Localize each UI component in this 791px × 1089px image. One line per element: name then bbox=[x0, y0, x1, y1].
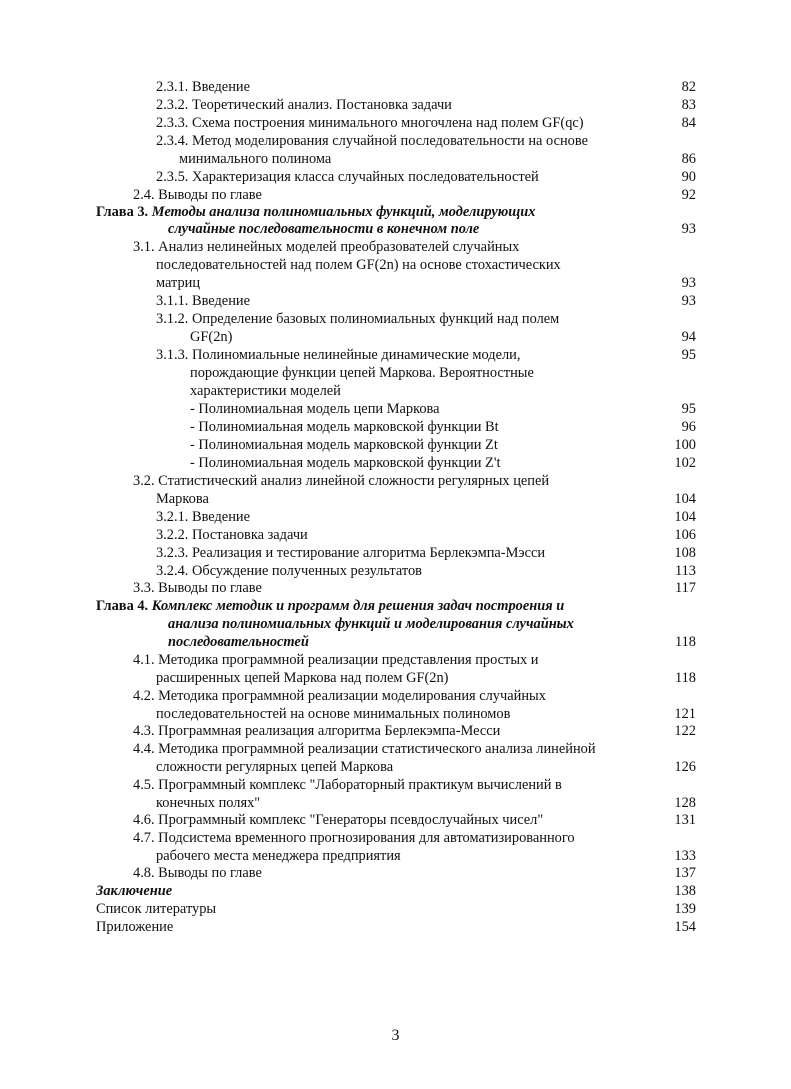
toc-entry-text: конечных полях" bbox=[156, 795, 261, 811]
toc-entry-text: расширенных цепей Маркова над полем GF(2n) bbox=[156, 670, 449, 686]
toc-page-number: 83 bbox=[681, 97, 696, 113]
toc-page-number: 128 bbox=[674, 795, 696, 811]
toc-page-number: 131 bbox=[674, 812, 696, 828]
chapter-title-continued: случайные последовательности в конечном поле bbox=[168, 221, 480, 237]
chapter-prefix: Глава 4. bbox=[96, 598, 152, 614]
chapter-prefix: Глава 3. bbox=[96, 204, 152, 220]
chapter-title-continued: последовательностей bbox=[168, 634, 309, 650]
toc-page-number: 122 bbox=[674, 723, 696, 739]
toc-page-number: 92 bbox=[681, 187, 696, 203]
toc-entry-text: 2.3.2. Теоретический анализ. Постановка задачи bbox=[156, 97, 452, 113]
toc-page-number: 86 bbox=[681, 151, 696, 167]
toc-page-number: 84 bbox=[681, 115, 696, 131]
toc-entry-text: Маркова bbox=[156, 491, 209, 507]
toc-entry-text: 4.5. Программный комплекс "Лабораторный практикум вычислений в bbox=[133, 777, 562, 793]
toc-entry-text: 4.3. Программная реализация алгоритма Берлекэмпа-Месси bbox=[133, 723, 501, 739]
toc-entry-text: 3.1.1. Введение bbox=[156, 293, 250, 309]
chapter-title: Методы анализа полиномиальных функций, моделирующих bbox=[151, 204, 536, 220]
toc-entry-appendix: Приложение bbox=[96, 919, 174, 935]
toc-page-number: 90 bbox=[681, 169, 696, 185]
toc-entry-text: 3.2.3. Реализация и тестирование алгоритма Берлекэмпа-Мэсси bbox=[156, 545, 546, 561]
toc-entry-text: 4.8. Выводы по главе bbox=[133, 865, 262, 881]
toc-entry-text: 3.2. Статистический анализ линейной сложности регулярных цепей bbox=[133, 473, 550, 489]
toc-page-number: 93 bbox=[681, 293, 696, 309]
toc-page-number: 94 bbox=[681, 329, 696, 345]
toc-entry-text: 4.1. Методика программной реализации представления простых и bbox=[133, 652, 539, 668]
toc-page-number: 137 bbox=[674, 865, 696, 881]
toc-page-number: 113 bbox=[674, 563, 696, 579]
toc-page-number: 154 bbox=[674, 919, 696, 935]
toc-entry-text: сложности регулярных цепей Маркова bbox=[156, 759, 394, 775]
toc-entry-text: 4.2. Методика программной реализации моделирования случайных bbox=[133, 688, 546, 704]
toc-entry-text: 2.3.4. Метод моделирования случайной последовательности на основе bbox=[156, 133, 588, 149]
toc-entry-text: - Полиномиальная модель марковской функции Bt bbox=[190, 419, 499, 435]
toc-page-number: 108 bbox=[674, 545, 696, 561]
toc-entry-text: - Полиномиальная модель марковской функции Zt bbox=[190, 437, 498, 453]
toc-page-number: 95 bbox=[681, 401, 696, 417]
toc-entry-text: 2.3.1. Введение bbox=[156, 79, 250, 95]
toc-page-number: 138 bbox=[674, 883, 696, 899]
toc-entry-text: характеристики моделей bbox=[190, 383, 341, 399]
toc-entry-text: 3.3. Выводы по главе bbox=[133, 580, 262, 596]
toc-entry-text: - Полиномиальная модель марковской функции Z't bbox=[190, 455, 501, 471]
toc-page-number: 117 bbox=[674, 580, 696, 596]
toc-page-number: 126 bbox=[674, 759, 696, 775]
toc-page-number: 139 bbox=[674, 901, 696, 917]
toc-page-number: 118 bbox=[674, 670, 696, 686]
chapter-title-continued: анализа полиномиальных функций и моделирования случайных bbox=[168, 616, 574, 632]
toc-entry-text: GF(2n) bbox=[190, 329, 233, 345]
chapter-heading bbox=[96, 204, 535, 221]
toc-entry-text: 3.1.2. Определение базовых полиномиальных функций над полем bbox=[156, 311, 560, 327]
toc-page-number: 106 bbox=[674, 527, 696, 543]
toc-page-number: 100 bbox=[674, 437, 696, 453]
toc-entry-text: рабочего места менеджера предприятия bbox=[156, 848, 401, 864]
toc-entry-text: 3.2.1. Введение bbox=[156, 509, 250, 525]
toc-page-number: 133 bbox=[674, 848, 696, 864]
toc-entry-text: 3.1.3. Полиномиальные нелинейные динамические модели, bbox=[156, 347, 521, 363]
toc-entry-text: матриц bbox=[156, 275, 201, 291]
page-number: 3 bbox=[391, 1027, 400, 1044]
toc-entry-text: 4.6. Программный комплекс "Генераторы псевдослучайных чисел" bbox=[133, 812, 544, 828]
toc-entry-text: 2.4. Выводы по главе bbox=[133, 187, 262, 203]
toc-entry-text: 2.3.5. Характеризация класса случайных последовательностей bbox=[156, 169, 539, 185]
toc-page-number: 93 bbox=[681, 221, 696, 237]
toc-page-number: 102 bbox=[674, 455, 696, 471]
toc-entry-text: 3.2.4. Обсуждение полученных результатов bbox=[156, 563, 422, 579]
toc-page-number: 104 bbox=[674, 491, 696, 507]
toc-entry-text: порождающие функции цепей Маркова. Вероятностные bbox=[190, 365, 534, 381]
toc-entry-text: последовательностей на основе минимальных полиномов bbox=[156, 706, 511, 722]
toc-page-number: 82 bbox=[681, 79, 696, 95]
toc-entry-bibliography: Список литературы bbox=[96, 901, 217, 917]
toc-page-number: 96 bbox=[681, 419, 696, 435]
toc-entry-text: 4.4. Методика программной реализации статистического анализа линейной bbox=[133, 741, 596, 757]
toc-entry-text: последовательностей над полем GF(2n) на основе стохастических bbox=[156, 257, 561, 273]
chapter-title: Комплекс методик и программ для решения задач построения и bbox=[151, 598, 565, 614]
toc-page-number: 121 bbox=[674, 706, 696, 722]
toc-entry-conclusion: Заключение bbox=[96, 883, 173, 899]
toc-page-number: 104 bbox=[674, 509, 696, 525]
toc-entry-text: минимального полинома bbox=[179, 151, 332, 167]
toc-page-number: 95 bbox=[681, 347, 696, 363]
toc-entry-text: - Полиномиальная модель цепи Маркова bbox=[190, 401, 440, 417]
chapter-heading bbox=[96, 598, 564, 615]
toc-entry-text: 3.1. Анализ нелинейных моделей преобразователей случайных bbox=[133, 239, 520, 255]
toc-page-number: 93 bbox=[681, 275, 696, 291]
toc-page-number: 118 bbox=[674, 634, 696, 650]
toc-entry-text: 3.2.2. Постановка задачи bbox=[156, 527, 308, 543]
toc-entry-text: 4.7. Подсистема временного прогнозирования для автоматизированного bbox=[133, 830, 575, 846]
toc-entry-text: 2.3.3. Схема построения минимального многочлена над полем GF(qc) bbox=[156, 115, 584, 131]
